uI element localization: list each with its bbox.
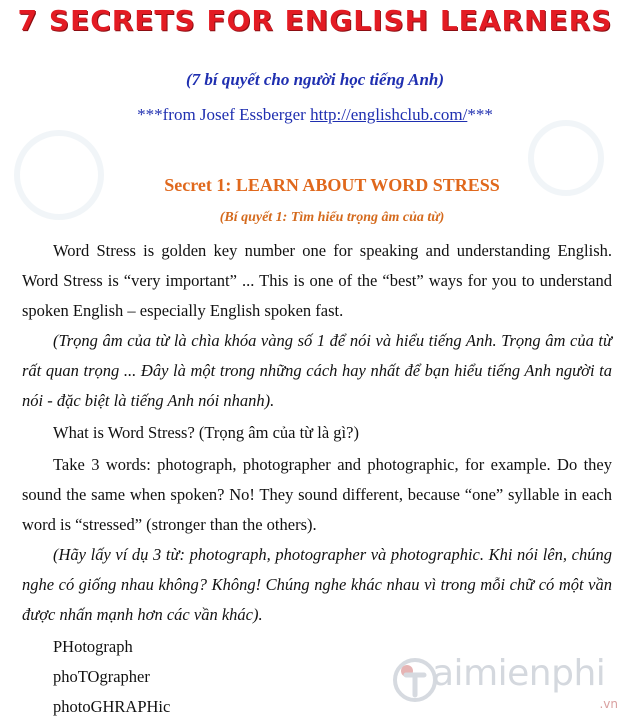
section-heading: Secret 1: LEARN ABOUT WORD STRESS	[164, 175, 500, 195]
paragraph-1: Word Stress is golden key number one for speaking and understanding English. Word Stress is “very important” ... This is one of the “best” ways for you to understand spoken English – especially English spoken fast.	[22, 241, 612, 320]
example-word-2: phoTOgrapher	[53, 667, 150, 686]
paragraph-2: Take 3 words: photograph, photographer and photographic, for example. Do they sound the same when spoken? No! They sound different, because “one” syllable in each word is “stressed” (stronger than the others).	[22, 455, 612, 534]
example-word-1: PHotograph	[53, 637, 133, 656]
source-line	[0, 105, 630, 125]
source-prefix: ***from Josef Essberger	[137, 105, 311, 124]
paragraph-2-vi: (Hãy lấy ví dụ 3 từ: photograph, photographer và photographic. Khi nói lên, chúng nghe có giống nhau không? Không! Chúng nghe khác nhau vì trong mỗi chữ có một vần được nhấn mạnh hơn các vần khác).	[22, 545, 612, 624]
source-link[interactable]: http://englishclub.com/	[310, 105, 468, 124]
document-title: 7 SECRETS FOR ENGLISH LEARNERS	[17, 4, 613, 37]
question-line: What is Word Stress? (Trọng âm của từ là gì?)	[53, 423, 359, 442]
document-subtitle: (7 bí quyết cho người học tiếng Anh)	[185, 70, 445, 89]
logo-tld: .vn	[599, 697, 618, 711]
section-heading-vi: (Bí quyết 1: Tìm hiểu trọng âm của từ)	[219, 210, 445, 225]
source-suffix: ***	[467, 105, 493, 124]
example-word-3: photoGHRAPHic	[53, 697, 171, 716]
logo-brand: aimienphi	[432, 653, 606, 694]
watermark-logo	[392, 651, 624, 715]
paragraph-1-vi: (Trọng âm của từ là chìa khóa vàng số 1 để nói và hiểu tiếng Anh. Trọng âm của từ rất quan trọng ... Đây là một trong những cách hay nhất để bạn hiểu tiếng Anh người ta nói - đặc biệt là tiếng Anh nói nhanh).	[22, 331, 612, 410]
